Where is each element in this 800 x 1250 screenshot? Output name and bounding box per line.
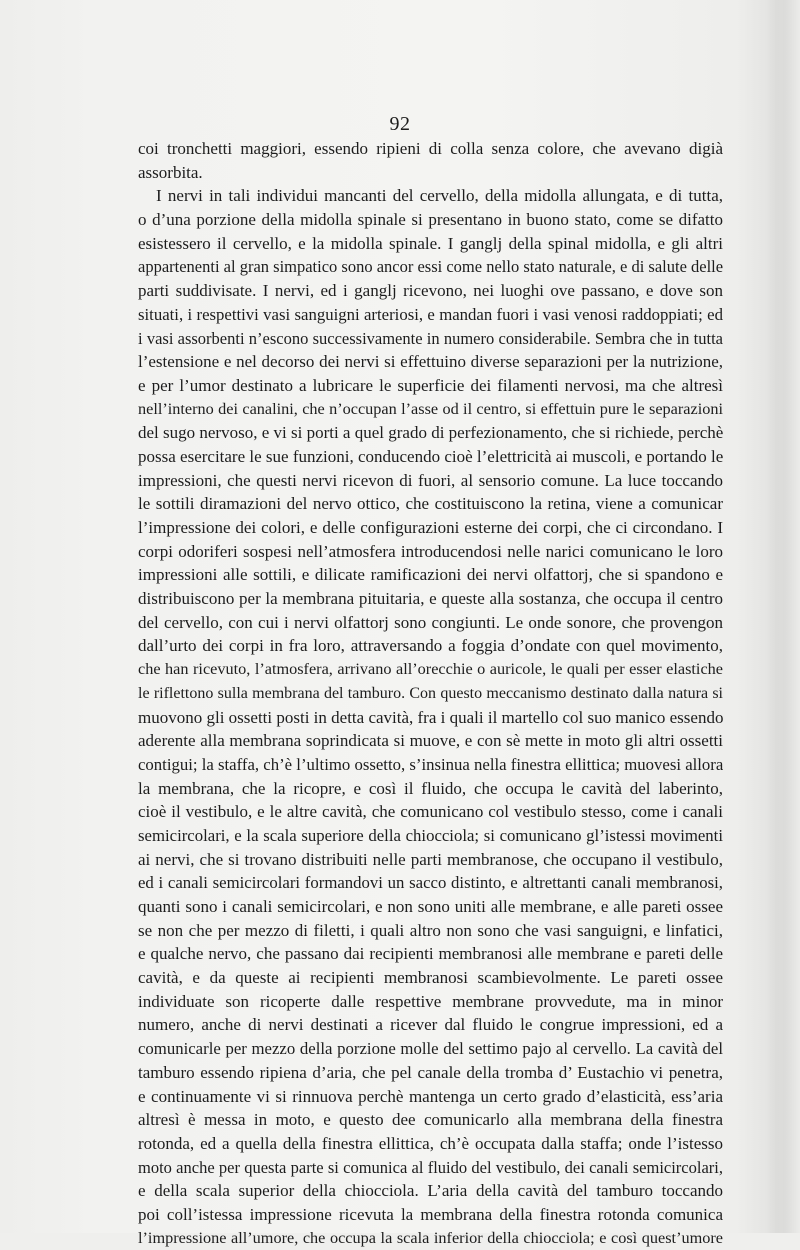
text-line: contigui; la staffa, ch’è l’ultimo ossetto, s’insinua nella finestra ellittica; muovesi allora bbox=[138, 754, 723, 774]
text-line: esistessero il cervello, e la midolla spinale. I ganglj della spinal midolla, e gli altri bbox=[138, 233, 723, 253]
text-line: moto anche per questa parte si comunica al fluido del vestibulo, dei canali semicircolari, bbox=[138, 1157, 723, 1177]
text-line: parti suddivisate. I nervi, ed i ganglj ricevono, nei luoghi ove passano, e dove son bbox=[138, 281, 723, 301]
text-line: cavità, e da queste ai recipienti membranosi scambievolmente. Le pareti ossee bbox=[138, 968, 723, 988]
text-line: nell’interno dei canalini, che n’occupan l’asse od il centro, si effettuin pure le separazioni bbox=[138, 399, 723, 418]
text-line: possa esercitare le sue funzioni, conducendo cioè l’elettricità ai muscoli, e portando le bbox=[138, 446, 723, 466]
text-line: e per l’umor destinato a lubricare le superficie dei filamenti nervosi, ma che altresì bbox=[138, 375, 723, 395]
text-line: semicircolari, e la scala superiore della chiocciola; si comunicano gl’istessi movimenti bbox=[138, 825, 723, 845]
text-line: poi coll’istessa impressione ricevuta la membrana della finestra rotonda comunica bbox=[138, 1204, 723, 1224]
page-edge-shadow bbox=[766, 0, 800, 1233]
text-line: dall’urto dei corpi in fra loro, attraversando a foggia d’ondate con quel movimento, bbox=[138, 636, 723, 656]
text-line: tamburo essendo ripiena d’aria, che pel canale della tromba d’ Eustachio vi penetra, bbox=[138, 1062, 723, 1082]
text-line: aderente alla membrana soprindicata si muove, e con sè mette in moto gli altri ossetti bbox=[138, 731, 723, 751]
text-line: altresì è messa in moto, e questo dee comunicarlo alla membrana della finestra bbox=[138, 1110, 723, 1130]
text-line: I nervi in tali individui mancanti del cervello, della midolla allungata, e di tutta, bbox=[156, 186, 723, 206]
text-line: muovono gli ossetti posti in detta cavità, fra i quali il martello col suo manico essendo bbox=[138, 707, 723, 727]
text-line: appartenenti al gran simpatico sono ancor essi come nello stato naturale, e di salute delle bbox=[138, 257, 723, 277]
text-line: impressioni alle sottili, e dilicate ramificazioni dei nervi olfattorj, che si spandono e bbox=[138, 565, 723, 585]
text-line: individuate son ricoperte dalle respettive membrane provvedute, ma in minor bbox=[138, 991, 723, 1011]
text-line: ed i canali semicircolari formandovi un sacco distinto, e altrettanti canali membranosi, bbox=[138, 873, 723, 893]
text-line: o d’una porzione della midolla spinale si presentano in buono stato, come se difatto bbox=[138, 210, 723, 230]
text-line: cioè il vestibulo, e le altre cavità, che comunicano col vestibulo stesso, come i canali bbox=[138, 802, 723, 822]
text-line: ai nervi, che si trovano distribuiti nelle parti membranose, che occupano il vestibulo, bbox=[138, 849, 723, 869]
text-line: coi tronchetti maggiori, essendo ripieni di colla senza colore, che avevano digià bbox=[138, 139, 723, 158]
page-number: 92 bbox=[389, 113, 411, 135]
text-line: e della scala superior della chiocciola. L’aria della cavità del tamburo toccando bbox=[138, 1181, 723, 1201]
text-line: rotonda, ed a quella della finestra ellittica, ch’è occupata dalla staffa; onde l’istesso bbox=[138, 1133, 723, 1153]
text-line: se non che per mezzo di filetti, i quali altro non sono che vasi sanguigni, e linfatici, bbox=[138, 920, 723, 940]
text-line: numero, anche di nervi destinati a ricever dal fluido le congrue impressioni, ed a bbox=[138, 1015, 723, 1035]
text-line: le riflettono sulla membrana del tamburo. Con questo meccanismo destinato dalla natura si bbox=[138, 684, 723, 702]
text-line: l’impressione all’umore, che occupa la scala inferior della chiocciola; e così quest’umore bbox=[138, 1228, 723, 1247]
body-text bbox=[138, 137, 723, 1250]
text-line: i vasi assorbenti n’escono successivamente in numero considerabile. Sembra che in tutta bbox=[138, 328, 723, 348]
text-line: le sottili diramazioni del nervo ottico, che costituiscono la retina, viene a comunicar bbox=[138, 494, 723, 514]
text-line: distribuiscono per la membrana pituitaria, e queste alla sostanza, che occupa il centro bbox=[138, 589, 723, 609]
text-line: del cervello, con cui i nervi olfattorj sono congiunti. Le onde sonore, che provengon bbox=[138, 612, 723, 632]
text-line: che han ricevuto, l’atmosfera, arrivano all’orecchie o auricole, le quali per esser elastiche bbox=[138, 660, 723, 679]
text-line: l’estensione e nel decorso dei nervi si effettuino diverse separazioni per la nutrizione, bbox=[138, 352, 723, 372]
text-line: del sugo nervoso, e vi si porti a quel grado di perfezionamento, che si richiede, perchè bbox=[138, 423, 723, 443]
text-line: la membrana, che la ricopre, e così il fluido, che occupa le cavità del laberinto, bbox=[138, 778, 723, 798]
text-line: assorbita. bbox=[138, 162, 203, 182]
text-line: comunicarle per mezzo della porzione molle del settimo pajo al cervello. La cavità del bbox=[138, 1039, 723, 1059]
text-line: quanti sono i canali semicircolari, e non sono uniti alle membrane, e alle pareti ossee bbox=[138, 897, 723, 916]
text-line: situati, i respettivi vasi sanguigni arteriosi, e mandan fuori i vasi venosi raddoppiati; ed bbox=[138, 304, 723, 324]
text-line: impressioni, che questi nervi ricevon di fuori, al sensorio comune. La luce toccando bbox=[138, 470, 723, 490]
text-line: l’impressione dei colori, e delle configurazioni esterne dei corpi, che ci circondano. I bbox=[138, 518, 723, 537]
text-line: e qualche nervo, che passano dai recipienti membranosi alle membrane e pareti delle bbox=[138, 944, 723, 964]
text-line: corpi odoriferi sospesi nell’atmosfera introducendosi nelle narici comunicano le loro bbox=[138, 541, 723, 561]
text-line: e continuamente vi si rinnuova perchè mantenga un certo grado d’elasticità, ess’aria bbox=[138, 1086, 723, 1106]
